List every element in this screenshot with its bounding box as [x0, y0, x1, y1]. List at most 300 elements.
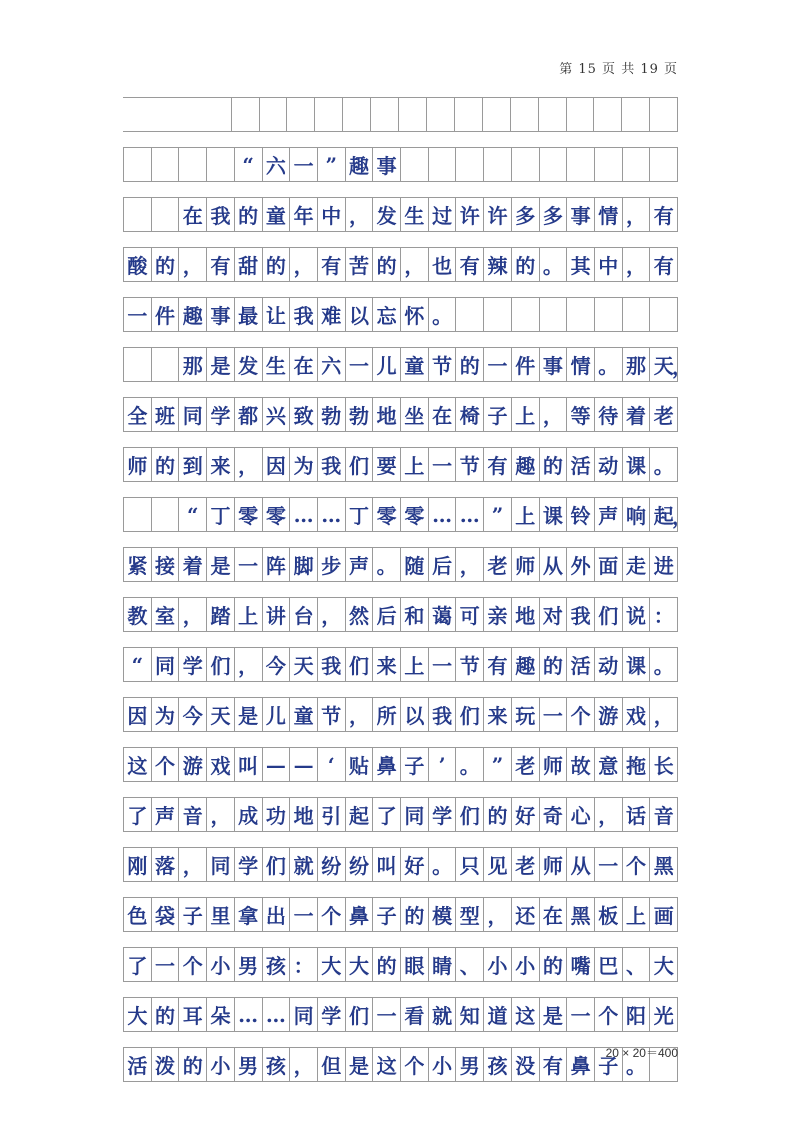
grid-cell	[595, 148, 623, 181]
grid-row	[123, 397, 678, 447]
grid-cell: 巴	[595, 948, 623, 981]
grid-cell: 子	[373, 898, 401, 931]
grid-cell: 那	[623, 348, 651, 381]
grid-cell: 这	[512, 998, 540, 1031]
grid-cell: 音	[650, 798, 678, 831]
grid-cell: 的	[373, 248, 401, 281]
grid-cell	[567, 148, 595, 181]
grid-cell: 耳	[179, 998, 207, 1031]
grid-cell: 玩	[512, 698, 540, 731]
grid-row	[123, 697, 678, 747]
grid-cell: 有	[318, 248, 346, 281]
grid-cell: ，	[346, 198, 374, 231]
grid-cell: 多	[540, 198, 568, 231]
grid-cell: 了	[373, 798, 401, 831]
grid-cell	[540, 148, 568, 181]
grid-cell: 。	[623, 1048, 651, 1081]
grid-cell: ，	[484, 898, 512, 931]
grid-cell: 引	[318, 798, 346, 831]
grid-cell: 戏	[207, 748, 235, 781]
grid-cell: 声	[152, 798, 180, 831]
grid-row	[123, 97, 678, 147]
grid-cell: 课	[623, 448, 651, 481]
grid-cell	[484, 298, 512, 331]
grid-cell: 多	[512, 198, 540, 231]
grid-cell: 苦	[346, 248, 374, 281]
grid-cell: 还	[512, 898, 540, 931]
grid-row	[123, 497, 692, 547]
grid-cell: “	[123, 648, 152, 681]
grid-cell: 台	[290, 598, 318, 631]
grid-cell: 说	[623, 598, 651, 631]
grid-cell: ，	[623, 248, 651, 281]
grid-cell: 进	[650, 548, 678, 581]
grid-cell: 六	[263, 148, 291, 181]
grid-cell: 来	[484, 698, 512, 731]
grid-cell: 纷	[318, 848, 346, 881]
grid-cell: 事	[567, 198, 595, 231]
grid-cell: 朵	[207, 998, 235, 1031]
grid-cell: 孩	[484, 1048, 512, 1081]
grid-cell: 板	[595, 898, 623, 931]
grid-cell: 老	[650, 398, 678, 431]
grid-cell: 师	[123, 448, 152, 481]
grid-cell: 的	[373, 948, 401, 981]
grid-cell: 事	[207, 298, 235, 331]
grid-cell: 小	[207, 948, 235, 981]
grid-cell: 游	[595, 698, 623, 731]
grid-cell: 趣	[346, 148, 374, 181]
grid-cell: 零	[235, 498, 263, 531]
grid-cell	[623, 148, 651, 181]
grid-cell	[427, 98, 455, 131]
grid-cell: 一	[484, 348, 512, 381]
grid-cell: 学	[207, 398, 235, 431]
grid-cell: 节	[456, 648, 484, 681]
grid-cell: 致	[290, 398, 318, 431]
grid-cell: 学	[179, 648, 207, 681]
grid-cell: —	[263, 748, 291, 781]
grid-cell: 的	[152, 448, 180, 481]
grid-cell: 师	[512, 548, 540, 581]
grid-row	[123, 897, 678, 947]
grid-row	[123, 547, 678, 597]
grid-cell: 的	[235, 198, 263, 231]
grid-cell: 落	[152, 848, 180, 881]
grid-cell: 丁	[346, 498, 374, 531]
grid-cell: 、	[456, 948, 484, 981]
grid-cell: 班	[152, 398, 180, 431]
grid-cell: 师	[540, 748, 568, 781]
grid-cell: 许	[456, 198, 484, 231]
grid-cell: 的	[484, 798, 512, 831]
grid-cell: 阵	[263, 548, 291, 581]
grid-cell: 起	[650, 498, 678, 531]
grid-cell: ，	[650, 698, 678, 731]
grid-cell: 然	[346, 598, 374, 631]
grid-cell: 就	[429, 998, 457, 1031]
grid-cell: 讲	[263, 598, 291, 631]
grid-cell: 知	[456, 998, 484, 1031]
grid-cell: 生	[263, 348, 291, 381]
grid-cell: 随	[401, 548, 429, 581]
grid-cell: 。	[650, 448, 678, 481]
grid-cell: 节	[456, 448, 484, 481]
grid-cell	[152, 148, 180, 181]
grid-cell: 拖	[623, 748, 651, 781]
grid-cell: 学	[318, 998, 346, 1031]
grid-cell: 。	[540, 248, 568, 281]
grid-cell: ，	[318, 598, 346, 631]
grid-cell: ，	[179, 248, 207, 281]
grid-cell: ，	[179, 598, 207, 631]
grid-cell: ，	[290, 248, 318, 281]
grid-cell: 年	[290, 198, 318, 231]
grid-cell	[567, 98, 595, 131]
grid-cell: 一	[290, 148, 318, 181]
grid-cell: 见	[484, 848, 512, 881]
grid-cell: 男	[235, 948, 263, 981]
grid-cell: ，	[346, 698, 374, 731]
grid-cell: 男	[235, 1048, 263, 1081]
grid-cell: 天	[650, 348, 678, 381]
grid-cell: 叫	[373, 848, 401, 881]
grid-cell: 面	[595, 548, 623, 581]
grid-row	[123, 197, 678, 247]
grid-cell: …	[456, 498, 484, 531]
grid-cell: 同	[401, 798, 429, 831]
grid-cell: 对	[540, 598, 568, 631]
grid-cell	[623, 298, 651, 331]
grid-cell	[595, 298, 623, 331]
grid-cell: 上	[401, 648, 429, 681]
grid-cell: 小	[429, 1048, 457, 1081]
grid-cell: 老	[484, 548, 512, 581]
grid-cell: 件	[512, 348, 540, 381]
grid-cell: …	[290, 498, 318, 531]
grid-cell: 动	[595, 448, 623, 481]
grid-cell	[204, 98, 232, 131]
grid-cell: 一	[373, 998, 401, 1031]
grid-cell: 中	[595, 248, 623, 281]
grid-cell: 同	[290, 998, 318, 1031]
grid-cell	[150, 98, 177, 131]
grid-cell: ，	[623, 198, 651, 231]
grid-cell: 以	[346, 298, 374, 331]
grid-cell: 以	[401, 698, 429, 731]
grid-cell: ，	[456, 548, 484, 581]
grid-cell: 们	[263, 848, 291, 881]
grid-cell	[455, 98, 483, 131]
grid-cell: 零	[373, 498, 401, 531]
grid-row	[123, 447, 678, 497]
grid-cell: 室	[152, 598, 180, 631]
grid-cell: 师	[540, 848, 568, 881]
grid-cell: 我	[290, 298, 318, 331]
grid-cell: ：	[650, 598, 678, 631]
grid-cell: 所	[373, 698, 401, 731]
grid-cell: 同	[207, 848, 235, 881]
grid-cell: 。	[595, 348, 623, 381]
page-number: 第 15 页 共 19 页	[559, 62, 678, 77]
grid-cell: 勃	[318, 398, 346, 431]
grid-cell: 有	[484, 448, 512, 481]
grid-cell: 踏	[207, 598, 235, 631]
grid-cell: 们	[207, 648, 235, 681]
grid-cell: 最	[235, 298, 263, 331]
grid-row	[123, 997, 678, 1047]
grid-cell: 接	[152, 548, 180, 581]
grid-cell: 袋	[152, 898, 180, 931]
grid-cell: 待	[595, 398, 623, 431]
grid-cell: 可	[456, 598, 484, 631]
grid-row	[123, 347, 692, 397]
grid-cell: 情	[567, 348, 595, 381]
grid-cell: 在	[290, 348, 318, 381]
grid-cell: 黑	[650, 848, 678, 881]
grid-cell: 纷	[346, 848, 374, 881]
grid-cell: 许	[484, 198, 512, 231]
grid-cell: 刚	[123, 848, 152, 881]
grid-cell: 们	[456, 698, 484, 731]
grid-cell	[152, 348, 180, 381]
grid-cell	[650, 298, 678, 331]
grid-cell: 。	[650, 648, 678, 681]
grid-cell	[456, 298, 484, 331]
grid-cell: …	[429, 498, 457, 531]
grid-cell	[287, 98, 315, 131]
grid-cell: 零	[263, 498, 291, 531]
grid-cell: …	[263, 998, 291, 1031]
grid-cell: 丁	[207, 498, 235, 531]
grid-cell: 大	[346, 948, 374, 981]
grid-cell: 功	[263, 798, 291, 831]
grid-cell: 一	[123, 298, 152, 331]
grid-cell: 天	[290, 648, 318, 681]
grid-cell: 今	[263, 648, 291, 681]
grid-cell: 有	[650, 248, 678, 281]
grid-spec: 20 × 20＝400	[605, 1046, 678, 1060]
grid-cell: 拿	[235, 898, 263, 931]
grid-cell	[123, 148, 152, 181]
grid-cell	[371, 98, 399, 131]
grid-cell: 是	[346, 1048, 374, 1081]
grid-cell: 那	[179, 348, 207, 381]
grid-cell: 个	[179, 948, 207, 981]
grid-cell: 外	[567, 548, 595, 581]
grid-cell: 一	[567, 998, 595, 1031]
grid-cell: 发	[373, 198, 401, 231]
grid-cell: ”	[484, 498, 512, 531]
grid-cell: 子	[595, 1048, 623, 1081]
grid-cell: 的	[179, 1048, 207, 1081]
grid-cell: …	[318, 498, 346, 531]
grid-cell: 一	[429, 448, 457, 481]
grid-cell: ’	[429, 748, 457, 781]
grid-cell: 为	[152, 698, 180, 731]
grid-cell: 有	[207, 248, 235, 281]
grid-cell: 的	[401, 898, 429, 931]
grid-cell: 。	[429, 298, 457, 331]
grid-cell: 情	[595, 198, 623, 231]
grid-cell: 故	[567, 748, 595, 781]
grid-cell: 个	[318, 898, 346, 931]
grid-cell: 光	[650, 998, 678, 1031]
grid-cell: 有	[484, 648, 512, 681]
grid-cell: 有	[456, 248, 484, 281]
grid-cell	[179, 148, 207, 181]
grid-cell: 奇	[540, 798, 568, 831]
grid-row	[123, 597, 678, 647]
grid-row	[123, 147, 678, 197]
grid-cell: 过	[429, 198, 457, 231]
grid-cell: 的	[540, 948, 568, 981]
grid-cell: 戏	[623, 698, 651, 731]
grid-cell	[511, 98, 539, 131]
grid-cell: 小	[512, 948, 540, 981]
grid-cell: 嘴	[567, 948, 595, 981]
grid-cell: 们	[595, 598, 623, 631]
grid-cell: ‘	[318, 748, 346, 781]
grid-cell: 全	[123, 398, 152, 431]
grid-cell: ，	[401, 248, 429, 281]
overflow-punctuation: ，	[672, 355, 692, 379]
grid-cell: 子	[484, 398, 512, 431]
grid-cell	[232, 98, 260, 131]
grid-cell: 勃	[346, 398, 374, 431]
grid-cell: 坐	[401, 398, 429, 431]
grid-cell	[401, 148, 429, 181]
grid-cell: 辣	[484, 248, 512, 281]
grid-cell: 游	[179, 748, 207, 781]
grid-cell: 就	[290, 848, 318, 881]
grid-cell: 响	[623, 498, 651, 531]
grid-cell: 今	[179, 698, 207, 731]
grid-cell	[315, 98, 343, 131]
grid-cell: 个	[152, 748, 180, 781]
grid-cell: 模	[429, 898, 457, 931]
grid-cell: 大	[318, 948, 346, 981]
grid-cell: 上	[235, 598, 263, 631]
grid-cell: 怀	[401, 298, 429, 331]
grid-cell: “	[179, 498, 207, 531]
grid-cell: 在	[429, 398, 457, 431]
grid-cell: 个	[595, 998, 623, 1031]
grid-cell: 大	[123, 998, 152, 1031]
grid-cell: 有	[650, 198, 678, 231]
grid-cell: 是	[235, 698, 263, 731]
grid-cell: 长	[650, 748, 678, 781]
overflow-punctuation: ，	[672, 505, 692, 529]
grid-cell: 。	[429, 848, 457, 881]
grid-cell: 活	[567, 648, 595, 681]
grid-cell: 着	[179, 548, 207, 581]
grid-cell: ”	[318, 148, 346, 181]
grid-cell: 地	[290, 798, 318, 831]
grid-cell: 其	[567, 248, 595, 281]
grid-cell	[650, 98, 678, 131]
grid-cell: 一	[152, 948, 180, 981]
grid-cell: 一	[595, 848, 623, 881]
grid-cell: 子	[179, 898, 207, 931]
grid-cell: 是	[207, 348, 235, 381]
grid-cell: 小	[207, 1048, 235, 1081]
grid-cell: 童	[263, 198, 291, 231]
grid-cell: 大	[650, 948, 678, 981]
grid-cell: 趣	[179, 298, 207, 331]
grid-cell	[567, 298, 595, 331]
grid-cell: 的	[152, 248, 180, 281]
grid-cell: 男	[456, 1048, 484, 1081]
grid-cell	[399, 98, 427, 131]
grid-cell: “	[235, 148, 263, 181]
grid-cell: 紧	[123, 548, 152, 581]
grid-cell: 忘	[373, 298, 401, 331]
grid-cell: 了	[123, 948, 152, 981]
grid-row	[123, 247, 678, 297]
grid-cell: 儿	[263, 698, 291, 731]
grid-cell: 从	[567, 848, 595, 881]
grid-cell: ，	[207, 798, 235, 831]
grid-cell: 的	[456, 348, 484, 381]
grid-cell: ，	[235, 448, 263, 481]
grid-cell	[123, 98, 150, 131]
grid-cell: ，	[179, 848, 207, 881]
grid-cell: 零	[401, 498, 429, 531]
grid-cell: 色	[123, 898, 152, 931]
grid-cell	[594, 98, 622, 131]
grid-cell: 画	[650, 898, 678, 931]
grid-cell: 声	[595, 498, 623, 531]
grid-cell: 孩	[263, 948, 291, 981]
grid-cell: 上	[512, 398, 540, 431]
grid-cell: 因	[123, 698, 152, 731]
grid-cell: 我	[207, 198, 235, 231]
grid-cell: 上	[401, 448, 429, 481]
grid-cell: 有	[540, 1048, 568, 1081]
grid-cell: 阳	[623, 998, 651, 1031]
grid-row	[123, 947, 678, 997]
grid-cell: 着	[623, 398, 651, 431]
grid-cell: 课	[540, 498, 568, 531]
grid-cell: 一	[235, 548, 263, 581]
grid-cell: 个	[401, 1048, 429, 1081]
grid-cell	[429, 148, 457, 181]
grid-cell: 从	[540, 548, 568, 581]
grid-cell: 也	[429, 248, 457, 281]
grid-cell: ，	[235, 648, 263, 681]
grid-cell: 节	[429, 348, 457, 381]
grid-cell: 活	[123, 1048, 152, 1081]
grid-cell: 话	[623, 798, 651, 831]
grid-cell: 酸	[123, 248, 152, 281]
grid-cell: 的	[152, 998, 180, 1031]
grid-cell: 趣	[512, 648, 540, 681]
grid-cell: 兴	[263, 398, 291, 431]
grid-row	[123, 847, 678, 897]
grid-cell: 动	[595, 648, 623, 681]
grid-cell: ，	[540, 398, 568, 431]
grid-cell: 学	[429, 798, 457, 831]
grid-cell: 在	[540, 898, 568, 931]
grid-cell: 。	[456, 748, 484, 781]
grid-cell: 眼	[401, 948, 429, 981]
grid-cell: 起	[346, 798, 374, 831]
grid-cell: 上	[623, 898, 651, 931]
grid-cell: 活	[567, 448, 595, 481]
grid-cell: 鼻	[346, 898, 374, 931]
grid-cell: 后	[373, 598, 401, 631]
